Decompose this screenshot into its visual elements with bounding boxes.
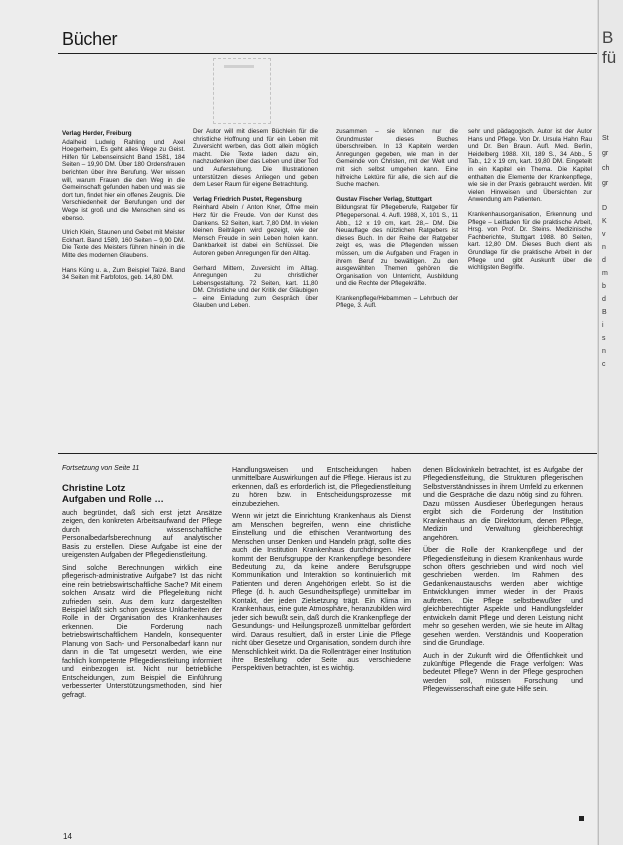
review-paragraph: Der Autor will mit diesem Büchlein für die christliche Hoffnung und für ein Leben mit Zuversicht werben, das Gott allein möglich macht. Die Texte laden dazu ein, nachzudenken über das Leben und über Tod und Auferstehung. Die Illustrationen unterstützen dieses Anliegen und geben dem Leser Raum für eigene Betrachtung. — [193, 128, 318, 189]
article-title: Aufgaben und Rolle … — [62, 494, 164, 505]
article-column-3 — [423, 466, 583, 816]
edge-fragment: D — [602, 205, 608, 212]
section-title: Bücher — [62, 29, 118, 49]
review-paragraph: Reinhard Abeln / Anton Kner, Öffne mein Herz für die Freude. Von der Kunst des Dankens. 52 Seiten, kart. 7,80 DM. In vielen kleinen Beiträgen wird gezeigt, wie der Mensch Freude in sein Leben holen kann. Dankbarkeit ist dabei ein Schlüssel. Die Autoren geben Anregungen für den Alltag. — [193, 204, 318, 257]
edge-fragment: gr — [602, 150, 609, 157]
end-mark — [579, 816, 584, 821]
edge-fragment: n — [602, 244, 606, 251]
article-paragraph: denen Blickwinkeln betrachtet, ist es Aufgabe der Pflegedienstleitung, die Strukturen pflegerischen Selbstverständnisses in ihrem Umfeld zu erkennen und die Gespräche die dazu nötig sind zu führen. Dazu müssen Ausdieser Überlegungen heraus ergibt sich die Forderung der Institution Krankenhaus an die Direktorium, denen Pflege, Medizin und Verwaltung gleichberechtigt angehören. — [423, 466, 583, 542]
edge-fragment: ch — [602, 165, 610, 172]
review-column-4 — [468, 128, 592, 446]
article-paragraph: Über die Rolle der Krankenpflege und der Pflegedienstleitung in diesem Krankenhaus wurde schon öfters geschrieben und wird noch viel geschrieben werden. Im Rahmen des Gedankenaustauschs werden aber wichtige Entwicklungen immer wieder in der Praxis auftreten. Die Pflege selbstbewußter und gleichberechtigter Aspekte und Handlungsfelder entwickeln damit Pflege und deren Leistung nicht mehr so gesehen werden, wie sie heute im Alltag gesehen werden. Verständnis und Kooperation sind die Grundlage. — [423, 546, 583, 648]
edge-fragment: d — [602, 296, 606, 303]
edge-fragment: v — [602, 231, 606, 238]
edge-fragment: m — [602, 270, 608, 277]
article-paragraph: Handlungsweisen und Entscheidungen haben unmittelbare Auswirkungen auf die Pflege. Hieraus ist zu erkennen, daß es erforderlich ist, die Pflegedienstleitung zu hören bzw. in Entscheidungsprozesse mit einzubeziehen. — [232, 466, 411, 508]
article-paragraph: Auch in der Zukunft wird die Öffentlichkeit und zukünftige Pflegende die Frage verfolgen: Was bedeutet Pflege? Wenn in der Pflege gesprochen werden soll, müssen Forschung und Pflegewissenschaft eine gute Hilfe sein. — [423, 651, 583, 694]
review-paragraph: Hans Küng u. a., Zum Beispiel Taizé. Band 34 Seiten mit Farbfotos, geb. 14,80 DM. — [62, 266, 185, 282]
review-column-2 — [193, 128, 318, 446]
article-column-1 — [62, 509, 222, 814]
edge-fragment: K — [602, 218, 607, 225]
edge-fragment: b — [602, 283, 606, 290]
review-paragraph: Adalheid Ludwig Rahling und Axel Hoegerheim, Es geht alles Wege zu Geist. Hilfen für Lebenseinsicht Band 1581, 184 Seiten – 19,90 DM. Über 180 Ordensfrauen berichten über ihre Berufung. Wer wissen will, warum Frauen die den Weg in die Gemeinschaft gefunden haben und was sie dort tun, findet hier ein offenes Zeugnis. Die Verschiedenheit der Berufungen und der Wege ist groß und die Menschen sind es ebenso. — [62, 138, 185, 222]
article-column-2 — [232, 466, 411, 816]
edge-fragment: St — [602, 135, 609, 142]
edge-fragment: B — [602, 309, 607, 316]
edge-fragment: gr — [602, 180, 609, 187]
review-paragraph: zusammen – sie können nur die Grundmuster dieses Buches überschreiben. In 13 Kapiteln werden Anregungen gegeben, wie man in der Gemeinde von Christen, mit der Welt und mit sich selbst umgehen kann. Eine hilfreiche Lektüre für alle, die sich auf die Suche machen. — [336, 128, 458, 189]
header-rule — [58, 53, 597, 54]
book-cover-image — [213, 58, 271, 124]
review-paragraph: Gerhard Mittern, Zuversicht im Alltag. Anregungen zu christlicher Lebensgestaltung. 72 Seiten, kart. 11,80 DM. Christliche und der Kritik der Gläubigen – eine Einladung zum Gespräch über Glauben und Leben. — [193, 264, 318, 310]
article-paragraph: auch begründet, daß sich erst jetzt Ansätze zeigen, den konkreten Arbeitsaufwand der Pflege durch wissenschaftliche Personalbedarfsberechnung auf analytischer Basis zu erstellen. Diese Aufgabe ist eine der ureigensten Aufgaben der Pflegedienstleitung. — [62, 509, 222, 560]
edge-fragment: c — [602, 361, 606, 368]
edge-fragment: s — [602, 335, 606, 342]
section-separator — [58, 453, 597, 454]
article-paragraph: Wenn wir jetzt die Einrichtung Krankenhaus als Dienst am Menschen begreifen, wenn eine christliche Einstellung und die ethischen Verantwortung des Menschen unser Denken und Handeln prägt, sollte dies auch die Institution Krankenhaus durchdringen. Hier kommt der Berufsgruppe der Krankenpflege besondere Bedeutung zu, da keine andere Berufsgruppe Kommunikation und Interaktion so kontinuierlich mit Patienten und deren Angehörigen erlebt. So ist die Pflege (d. h. auch Gesundheitspflege) unmittelbar im Kontakt, der jeden Zielsetzung trägt. Ein Klima im Krankenhaus, eine gute Atmosphäre, heranzubilden wird jeder sich bewußt sein, daß durch die Krankenpflege der Gesundungs- und Heilungsprozeß unmittelbar gefördert wird. Daraus resultiert, daß in erster Linie die Pflege nicht über Gesetze und Organisation, sondern durch ihre Menschlichkeit wirkt. Da die Rollenträger einer Institution ihre Bestellung oder Seite aus verschiedene Perspektiven betrachten, ist es wichtig. — [232, 512, 411, 673]
article-paragraph: Sind solche Berechnungen wirklich eine pflegerisch-administrative Aufgabe? Ist das nicht eine rein betriebswirtschaftliche Sache? Mit einem solchen Ansatz wird die Pflegeleitung nicht zufrieden sein. Aus dem kurz dargestellten Beispiel läßt sich schon gewisse Unklarheiten der Rolle in der Organisation des Krankenhauses erkennen. Die Forderung nach betriebswirtschaftlichem Handeln, konsequenter Planung von Sach- und Personalbedarf kann nur dann in die Tat umgesetzt werden, wie eine fachlich kompetente Pflegedienstleitung informiert und einbezogen ist. Nicht nur betriebliche Entscheidungen, zum Beispiel die Einführung verbesserter Unterstützungsmethoden, sind hier gefragt. — [62, 563, 222, 699]
edge-letter: fü — [602, 48, 617, 67]
article-author: Christine Lotz — [62, 483, 126, 494]
continued-note: Fortsetzung von Seite 11 — [62, 465, 140, 472]
publisher-heading: Verlag Herder, Freiburg — [62, 130, 132, 137]
edge-fragment: i — [602, 322, 604, 329]
review-paragraph: Krankenpflege/Hebammen – Lehrbuch der Pflege, 3. Aufl. — [336, 294, 458, 310]
review-paragraph: Ulrich Klein, Staunen und Gebet mit Meister Eckhart. Band 1589, 160 Seiten – 9,90 DM. Die Texte des Meisters führen hinein in die Mitte des modernen Glaubens. — [62, 229, 185, 259]
edge-fragment: n — [602, 348, 606, 355]
review-paragraph: Krankenhausorganisation, Erkennung und Pflege – Leitfaden für die praktische Arbeit, Hrsg. von Prof. Dr. Steins. Medizinische Fachberichte, Stuttgart 1988. 80 Seiten, kart. 12,80 DM. Dieses Buch dient als Grundlage für die praktische Arbeit in der Pflege und gibt Auskunft über die wichtigsten Begriffe. — [468, 210, 592, 272]
edge-fragment: d — [602, 257, 606, 264]
review-paragraph: sehr und pädagogisch. Autor ist der Autor Hans und Pflege. Von Dr. Ursula Hahn Rau und Dr. Ben Braun. Aufl. Med. Berlin, Heidelberg 1988. XII, 189 S., 34 Abb., 5 Tab., 12 x 19 cm, kart. 19,80 DM. Eingeteilt in ein Kapitel ein Thema. Die Kapitel enthalten die Elemente der Krankenpflege, wie sie in der Praxis gebraucht werden. Mit vielen Hinweisen und Übersichten zur Anwendung am Patienten. — [468, 128, 592, 204]
review-paragraph: Bildungsrat für Pflegeberufe, Ratgeber für Pflegepersonal. 4. Aufl. 1988, X, 101 S., 11 Abb., 12 x 19 cm, kart. 28,– DM. Die Neuauflage des nützlichen Ratgebers ist dieses Buch. In der Reihe der Ratgeber zeigt es, was die Pflegenden wissen müssen, um die Aufgaben und Fragen in ihrem Beruf zu bewältigen. Zu den ausgewählten Themen gehören die Organisation von Unterricht, Ausbildung und die Rechte der Pflegekräfte. — [336, 204, 458, 288]
publisher-heading: Gustav Fischer Verlag, Stuttgart — [336, 195, 432, 203]
page-number: 14 — [63, 832, 72, 841]
adjacent-page-edge — [598, 0, 623, 845]
publisher-heading: Verlag Friedrich Pustet, Regensburg — [193, 195, 302, 203]
review-column-1 — [62, 130, 185, 446]
article-heading — [62, 483, 164, 505]
review-column-3 — [336, 128, 458, 446]
edge-letter: B — [602, 28, 614, 47]
